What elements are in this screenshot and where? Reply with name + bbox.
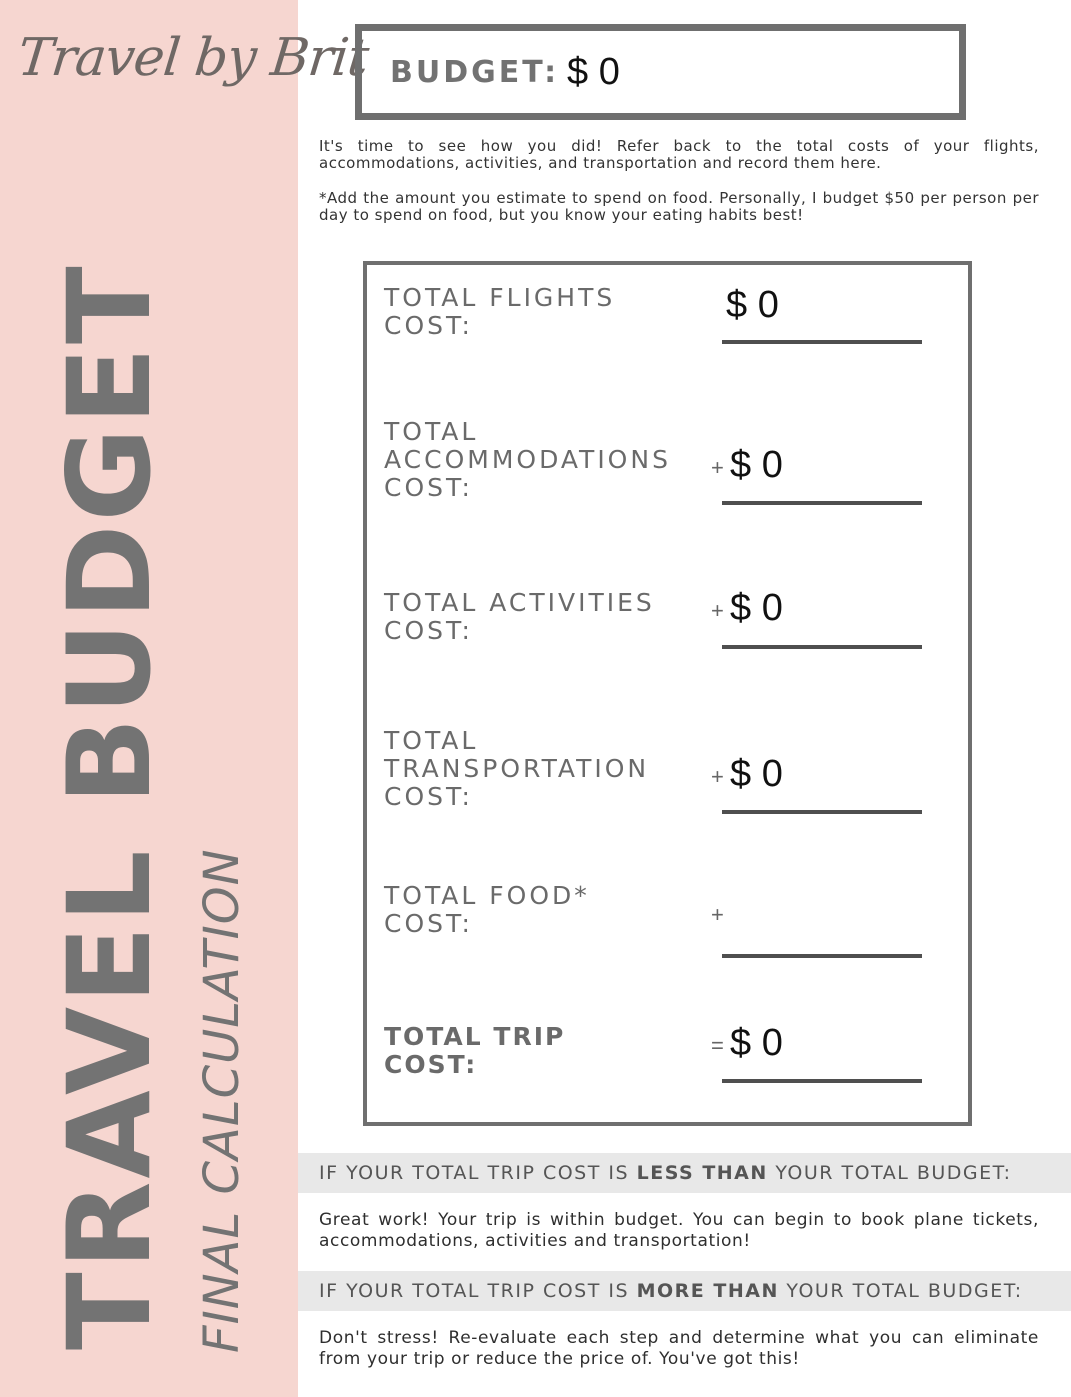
less-than-message: Great work! Your trip is within budget. You can begin to book plane tickets, accommodations, activities and transportation! [319, 1210, 1039, 1251]
page-subtitle: FINAL CALCULATION [194, 848, 250, 1353]
header-prefix: IF YOUR TOTAL TRIP COST IS [319, 1280, 637, 1302]
activities-cost-field[interactable]: $ 0 [730, 587, 783, 629]
food-note-paragraph: *Add the amount you estimate to spend on food. Personally, I budget $50 per person per day to spend on food, but you know your eating habits best! [319, 189, 1039, 224]
budget-box [355, 24, 966, 120]
header-suffix: YOUR TOTAL BUDGET: [778, 1280, 1023, 1302]
transportation-cost-field[interactable]: $ 0 [730, 753, 783, 795]
intro-paragraph: It's time to see how you did! Refer back to the total costs of your flights, accommodations, activities, and transportation and record them here. [319, 137, 1039, 172]
label-line: TRANSPORTATION [384, 754, 650, 783]
accommodations-cost-field[interactable]: $ 0 [730, 444, 783, 486]
plus-operator: + [711, 455, 724, 480]
flights-cost-label [384, 284, 704, 340]
label-line: TOTAL FLIGHTS [384, 283, 616, 312]
label-line: COST: [384, 1050, 478, 1079]
header-emphasis: LESS THAN [636, 1162, 768, 1184]
plus-operator: + [711, 598, 724, 623]
food-cost-label [384, 882, 704, 938]
total-trip-cost-label [384, 1023, 704, 1079]
equals-operator: = [711, 1033, 724, 1058]
label-line: TOTAL FOOD* [384, 881, 590, 910]
plus-operator: + [711, 902, 724, 927]
label-line: COST: [384, 616, 473, 645]
plus-operator: + [711, 764, 724, 789]
transportation-cost-underline [722, 810, 922, 814]
label-line: TOTAL [384, 726, 479, 755]
label-line: COST: [384, 473, 473, 502]
budget-value-field[interactable]: $ 0 [567, 51, 620, 93]
total-trip-cost-underline [722, 1079, 922, 1083]
flights-cost-field[interactable]: $ 0 [726, 284, 779, 326]
budget-label: BUDGET: [390, 55, 560, 90]
label-line: COST: [384, 909, 473, 938]
label-line: TOTAL ACTIVITIES [384, 588, 655, 617]
header-prefix: IF YOUR TOTAL TRIP COST IS [319, 1162, 637, 1184]
activities-cost-label [384, 589, 704, 645]
page-title: TRAVEL BUDGET [43, 263, 176, 1350]
label-line: TOTAL TRIP [384, 1022, 566, 1051]
transportation-cost-label [384, 727, 704, 811]
food-cost-underline [722, 954, 922, 958]
label-line: TOTAL [384, 417, 479, 446]
header-emphasis: MORE THAN [636, 1280, 779, 1302]
calculation-box [363, 261, 972, 1126]
flights-cost-underline [722, 340, 922, 344]
less-than-header [319, 1162, 1059, 1184]
sidebar [0, 0, 371, 1397]
total-trip-cost-field[interactable]: $ 0 [730, 1022, 783, 1064]
more-than-message: Don't stress! Re-evaluate each step and determine what you can eliminate from your trip or reduce the price of. You've got this! [319, 1328, 1039, 1369]
accommodations-cost-label [384, 418, 704, 502]
label-line: ACCOMMODATIONS [384, 445, 671, 474]
brand-logo: Travel by Brit [14, 28, 371, 88]
accommodations-cost-underline [722, 501, 922, 505]
more-than-header [319, 1280, 1059, 1302]
activities-cost-underline [722, 645, 922, 649]
label-line: COST: [384, 782, 473, 811]
label-line: COST: [384, 311, 473, 340]
header-suffix: YOUR TOTAL BUDGET: [767, 1162, 1012, 1184]
